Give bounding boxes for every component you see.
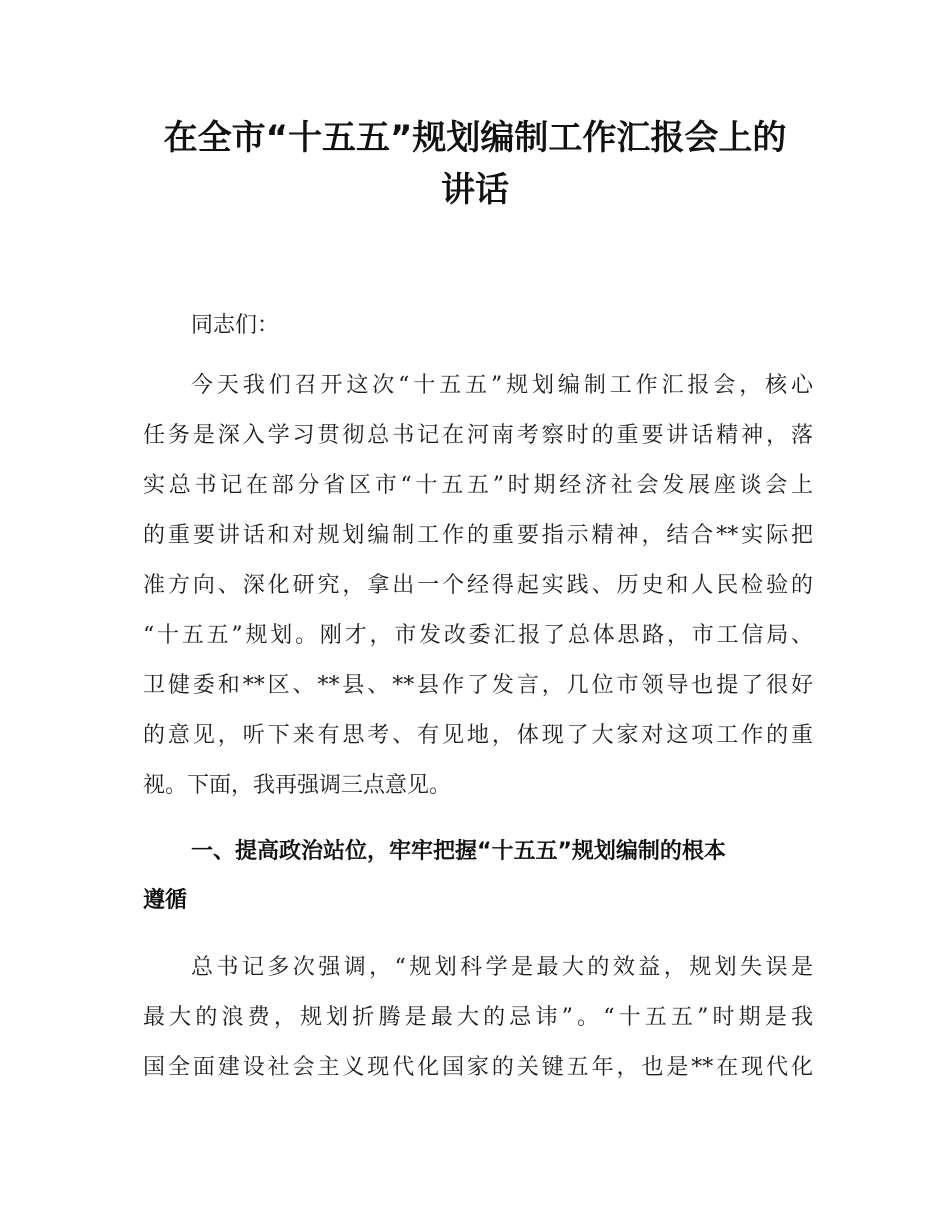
paragraph-1-line: 卫健委和**区、**县、**县作了发言，几位市领导也提了很好: [143, 673, 813, 698]
paragraph-1-line: 任务是深入学习贯彻总书记在河南考察时的重要讲话精神，落: [143, 423, 813, 448]
paragraph-1-line: “十五五”规划。刚才，市发改委汇报了总体思路，市工信局、: [143, 623, 813, 648]
paragraph-1-line: 准方向、深化研究，拿出一个经得起实践、历史和人民检验的: [143, 573, 813, 598]
salutation: 同志们：: [191, 313, 280, 338]
paragraph-1-line: 今天我们召开这次“十五五”规划编制工作汇报会，核心: [191, 373, 813, 398]
paragraph-1-line: 的意见，听下来有思考、有见地，体现了大家对这项工作的重: [143, 723, 813, 748]
section-1-heading-line: 一、提高政治站位，牢牢把握“十五五”规划编制的根本: [191, 839, 726, 864]
paragraph-2-line: 总书记多次强调，“规划科学是最大的效益，规划失误是: [191, 955, 813, 980]
paragraph-2-line: 国全面建设社会主义现代化国家的关键五年，也是**在现代化: [143, 1055, 813, 1080]
document-title-line-2: 讲话: [441, 170, 509, 210]
paragraph-1-line: 实总书记在部分省区市“十五五”时期经济社会发展座谈会上: [143, 473, 813, 498]
paragraph-1-line: 的重要讲话和对规划编制工作的重要指示精神，结合**实际把: [143, 523, 813, 548]
paragraph-1-line: 视。下面，我再强调三点意见。: [143, 773, 452, 798]
paragraph-2-line: 最大的浪费，规划折腾是最大的忌讳”。“十五五”时期是我: [143, 1005, 813, 1030]
section-1-heading-line: 遵循: [143, 888, 188, 913]
document-title-line-1: 在全市“十五五”规划编制工作汇报会上的: [163, 118, 787, 158]
